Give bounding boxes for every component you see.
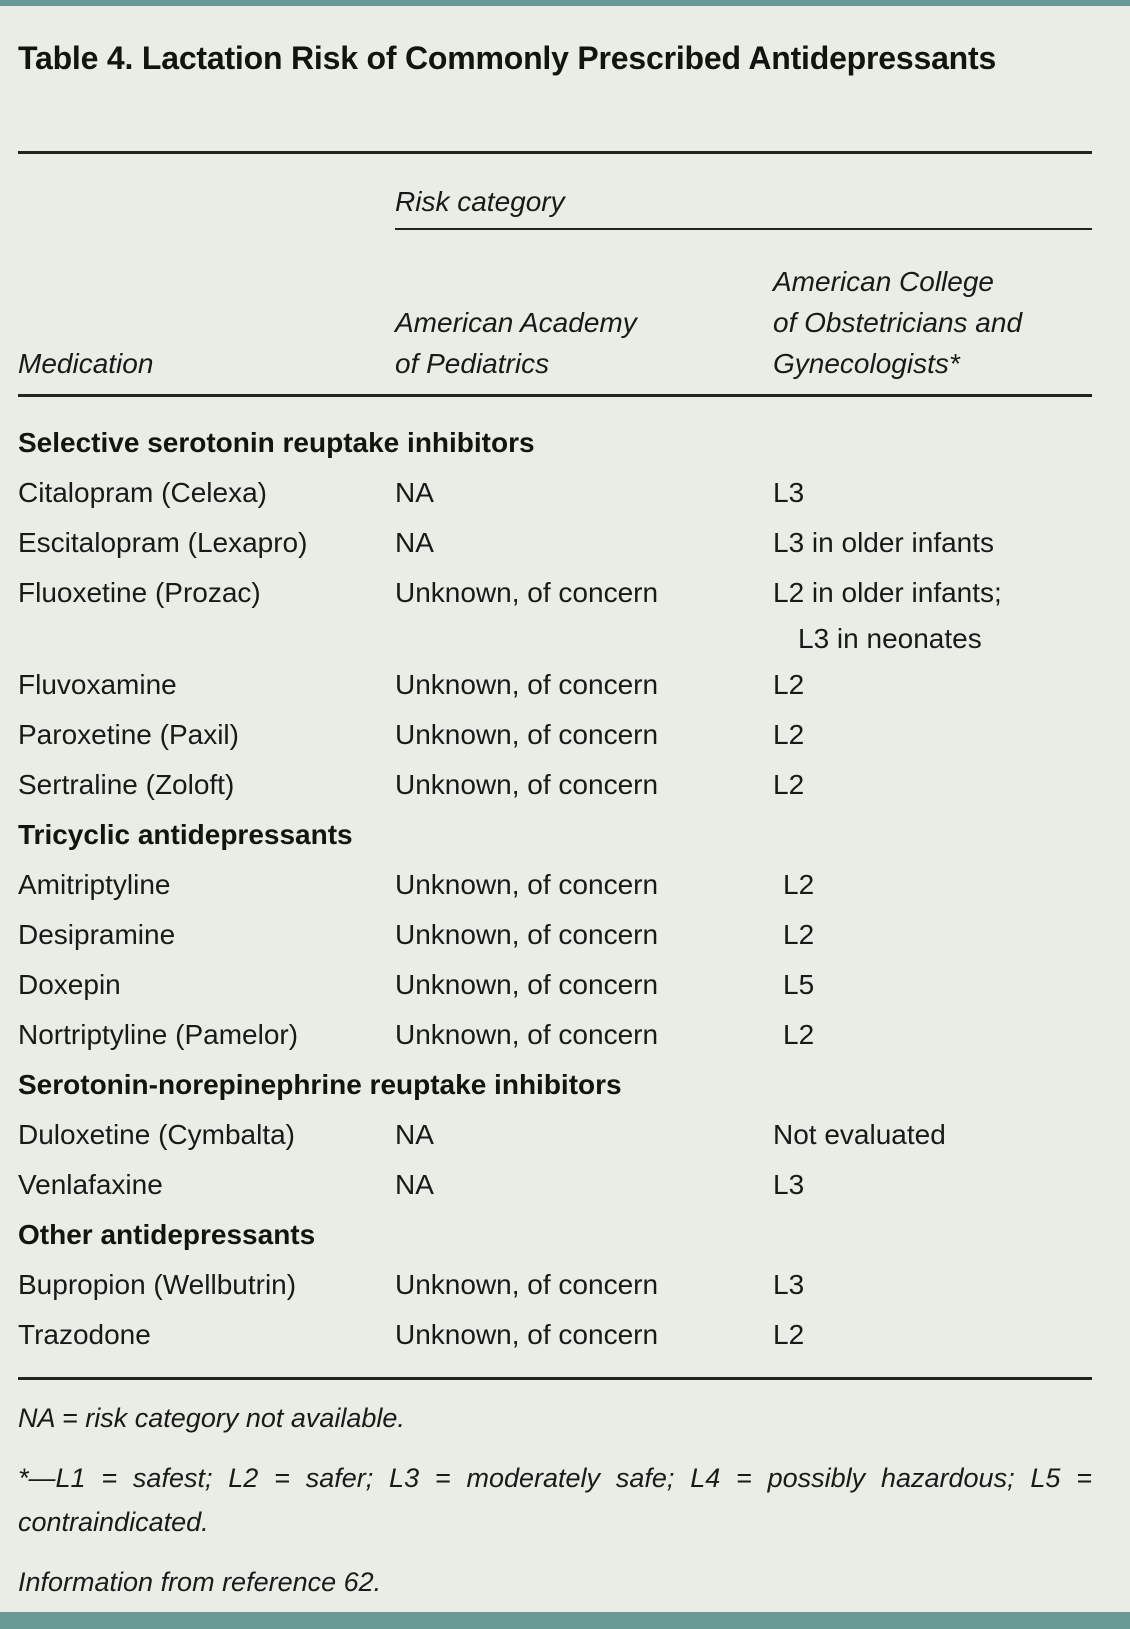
table-cell-medication: Citalopram (Celexa): [18, 477, 267, 508]
acog-value: L2: [773, 719, 805, 750]
acog-value: L2: [773, 669, 805, 700]
table-cell-aap: Unknown, of concern: [395, 969, 659, 1000]
table-row: [18, 518, 1092, 568]
table-cell-aap: Unknown, of concern: [395, 669, 659, 700]
acog-value: L2: [783, 1019, 815, 1050]
acog-value: L3: [773, 1169, 805, 1200]
table-cell-aap: Unknown, of concern: [395, 919, 659, 950]
table-cell-acog: [773, 910, 1092, 960]
acog-header-line: Gynecologists*: [773, 348, 960, 379]
table-row: [18, 1010, 1092, 1060]
table-row: [18, 1160, 1092, 1210]
table-cell-medication: Sertraline (Zoloft): [18, 769, 235, 800]
table-row: [18, 660, 1092, 710]
table-cell-aap: Unknown, of concern: [395, 1019, 659, 1050]
column-header-acog: [773, 261, 1092, 384]
column-header-row: [18, 240, 1092, 384]
column-header-aap: [395, 302, 773, 384]
table-row: [18, 1310, 1092, 1360]
table-cell-aap: NA: [395, 477, 434, 508]
top-accent-band: [0, 0, 1130, 6]
table-cell-aap: Unknown, of concern: [395, 577, 659, 608]
table-cell-medication: Bupropion (Wellbutrin): [18, 1269, 297, 1300]
table-row: [18, 760, 1092, 810]
table-cell-medication: Nortriptyline (Pamelor): [18, 1019, 299, 1050]
table-cell-acog: [773, 960, 1092, 1010]
table-cell-aap: NA: [395, 527, 434, 558]
rule-under-title: [18, 151, 1092, 154]
acog-header-line: American College: [773, 266, 994, 297]
table-cell-aap: Unknown, of concern: [395, 769, 659, 800]
table-cell-acog: [773, 660, 1092, 710]
acog-value: L3 in older infants: [773, 527, 995, 558]
section-header: Selective serotonin reuptake inhibitors: [18, 427, 535, 458]
rule-under-risk-category: [395, 228, 1092, 230]
table-row: [18, 910, 1092, 960]
footnote: NA = risk category not available.: [18, 1403, 405, 1433]
bottom-accent-band: [0, 1612, 1130, 1629]
table-cell-medication: Amitriptyline: [18, 869, 171, 900]
table-cell-medication: Paroxetine (Paxil): [18, 719, 239, 750]
table-cell-aap: Unknown, of concern: [395, 719, 659, 750]
table-cell-medication: Trazodone: [18, 1319, 151, 1350]
footnote: *—L1 = safest; L2 = safer; L3 = moderately safe; L4 = possibly hazardous; L5 = contraindicated.: [18, 1463, 1092, 1537]
acog-value: L2: [783, 869, 815, 900]
table-cell-medication: Venlafaxine: [18, 1169, 163, 1200]
section-header: Serotonin-norepinephrine reuptake inhibitors: [18, 1069, 622, 1100]
table-cell-acog: [773, 468, 1092, 518]
rule-above-footnotes: [18, 1377, 1092, 1380]
acog-value: L3: [773, 1269, 805, 1300]
section-header: Tricyclic antidepressants: [18, 819, 353, 850]
acog-value: L2: [773, 769, 805, 800]
rule-under-header: [18, 394, 1092, 397]
table-cell-medication: Desipramine: [18, 919, 176, 950]
table-cell-aap: NA: [395, 1119, 434, 1150]
table-cell-acog: [773, 1260, 1092, 1310]
table-cell-acog: [773, 860, 1092, 910]
footnote: Information from reference 62.: [18, 1567, 382, 1597]
table-cell-acog: [773, 518, 1092, 568]
table-cell-acog: [773, 1310, 1092, 1360]
table-cell-aap: Unknown, of concern: [395, 1269, 659, 1300]
footnotes: [18, 1390, 1092, 1604]
acog-value: L5: [783, 969, 815, 1000]
table-cell-aap: Unknown, of concern: [395, 1319, 659, 1350]
table-cell-acog: [773, 1160, 1092, 1210]
table-cell-aap: NA: [395, 1169, 434, 1200]
table-row: [18, 960, 1092, 1010]
acog-value: L3: [773, 477, 805, 508]
table-body: [18, 418, 1092, 1360]
table-row: [18, 1110, 1092, 1160]
table-cell-acog: [773, 760, 1092, 810]
table-cell-aap: Unknown, of concern: [395, 869, 659, 900]
acog-header-line: of Obstetricians and: [773, 307, 1023, 338]
table-cell-medication: Escitalopram (Lexapro): [18, 527, 308, 558]
acog-value-wrap-line: L3 in neonates: [798, 623, 982, 654]
column-header-medication: Medication: [18, 348, 154, 379]
table-cell-medication: Duloxetine (Cymbalta): [18, 1119, 295, 1150]
risk-category-label: Risk category: [395, 186, 565, 217]
table-row: [18, 860, 1092, 910]
table-cell-medication: Fluoxetine (Prozac): [18, 577, 261, 608]
table-cell-medication: Fluvoxamine: [18, 669, 177, 700]
table-row: [18, 710, 1092, 760]
table-cell-medication: Doxepin: [18, 969, 121, 1000]
section-header: Other antidepressants: [18, 1219, 316, 1250]
acog-value: L2: [783, 919, 815, 950]
table-title: Table 4. Lactation Risk of Commonly Prescribed Antidepressants: [18, 40, 997, 76]
table-cell-acog: [773, 1110, 1092, 1160]
acog-value: L2 in older infants;: [773, 577, 1002, 608]
aap-header-line: of Pediatrics: [395, 348, 550, 379]
table-cell-acog: [773, 568, 1092, 660]
table-row: [18, 468, 1092, 518]
table-row: [18, 568, 1092, 660]
acog-value: Not evaluated: [773, 1119, 946, 1150]
table-row: [18, 1260, 1092, 1310]
table-cell-acog: [773, 1010, 1092, 1060]
aap-header-line: American Academy: [395, 307, 637, 338]
acog-value: L2: [773, 1319, 805, 1350]
table-cell-acog: [773, 710, 1092, 760]
